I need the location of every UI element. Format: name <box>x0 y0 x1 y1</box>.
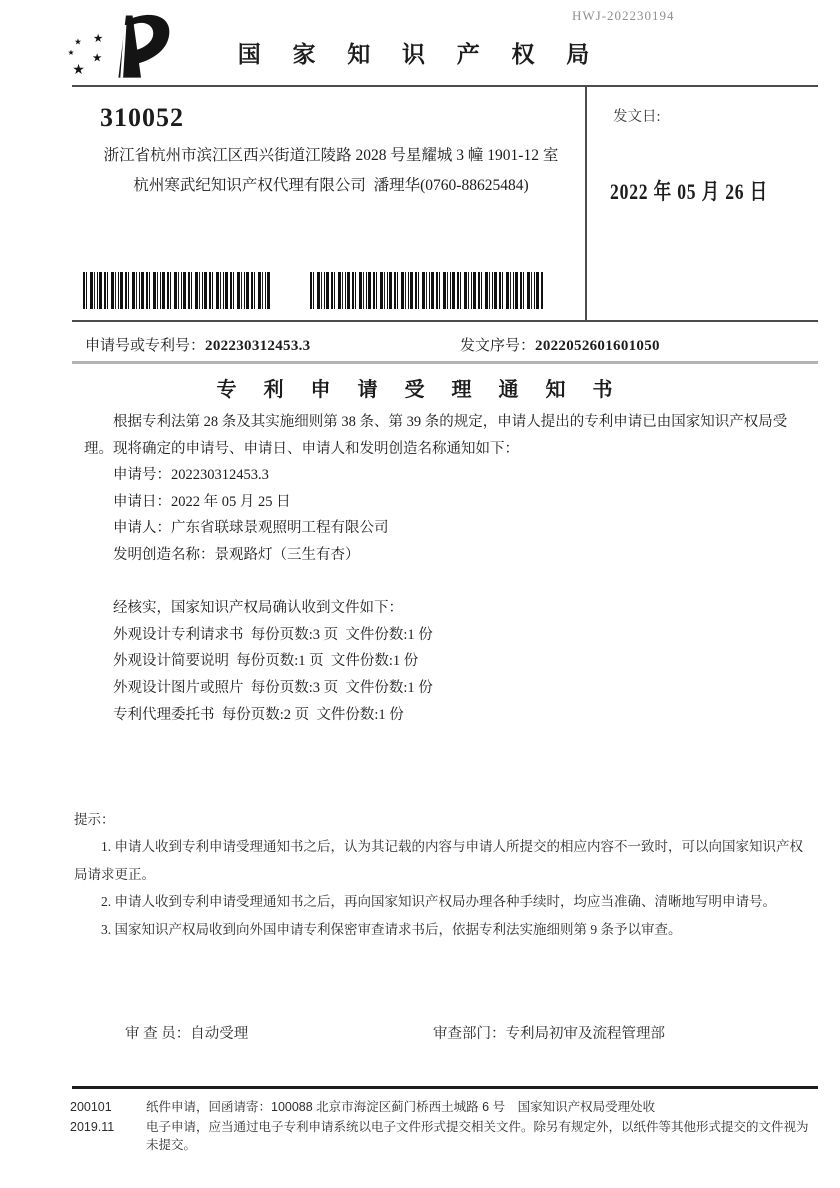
notes-label: 提示： <box>74 812 115 827</box>
serial-number-label: 发文序号： <box>460 338 536 354</box>
vertical-divider <box>585 87 587 320</box>
notice-body <box>84 409 802 728</box>
application-number-label: 申请号或专利号： <box>85 338 206 354</box>
notice-title: 专 利 申 请 受 理 通 知 书 <box>216 379 624 401</box>
notice-field-applicant: 申请人：广东省联球景观照明工程有限公司 <box>113 520 389 537</box>
blank-line <box>84 569 802 596</box>
footer-text: 纸件申请，回函请寄：100088 北京市海淀区蓟门桥西土城路 6 号 国家知识产权局受理处收 <box>146 1100 656 1114</box>
dispatch-date-value: 2022 年 05 月 26 日 <box>610 179 769 204</box>
recipient-address-line2: 杭州寒武纪知识产权代理有限公司 潘理华(0760-88625484) <box>133 177 529 194</box>
received-document: 外观设计专利请求书 每份页数:3 页 文件份数:1 份 <box>113 626 433 643</box>
notice-field-design-title: 发明创造名称：景观路灯（三生有杏） <box>113 546 360 563</box>
header-doc-code: HWJ-202230194 <box>572 8 675 23</box>
barcode-right-icon <box>310 272 543 309</box>
footer-code: 200101 <box>70 1100 112 1114</box>
notice-intro: 根据专利法第 28 条及其实施细则第 38 条、第 39 条的规定，申请人提出的专利申请已由国家知识产权局受理。现将确定的申请号、申请日、申请人和发明创造名称通知如下： <box>84 414 788 457</box>
dispatch-date-label: 发文日: <box>613 109 661 125</box>
received-document: 专利代理委托书 每份页数:2 页 文件份数:1 份 <box>113 706 404 723</box>
application-number-row <box>85 334 310 355</box>
recipient-address-line1: 浙江省杭州市滨江区西兴街道江陵路 2028 号星耀城 3 幢 1901-12 室 <box>103 147 559 164</box>
gray-divider <box>72 361 818 364</box>
recipient-postcode: 310052 <box>100 103 184 132</box>
barcode-left-icon <box>83 272 271 309</box>
notes-section <box>74 806 814 943</box>
examiner-line: 审 查 员：自动受理 <box>125 1026 249 1042</box>
svg-text:★: ★ <box>74 36 82 47</box>
received-document: 外观设计图片或照片 每份页数:3 页 文件份数:1 份 <box>113 679 433 696</box>
confirm-line: 经核实，国家知识产权局确认收到文件如下： <box>113 600 403 617</box>
footer <box>70 1098 820 1155</box>
department-line: 审查部门：专利局初审及流程管理部 <box>433 1026 665 1042</box>
notice-field-application-no: 申请号：202230312453.3 <box>113 467 269 484</box>
footer-text: 电子申请，应当通过电子专利申请系统以电子文件形式提交相关文件。除另有规定外，以纸件等其他形式提交的文件视为未提交。 <box>146 1119 809 1152</box>
notice-field-filing-date: 申请日：2022 年 05 月 25 日 <box>113 493 291 510</box>
serial-number-row <box>460 334 660 355</box>
svg-text:★: ★ <box>93 32 104 45</box>
footer-divider <box>72 1086 818 1089</box>
footer-code: 2019.11 <box>70 1119 115 1134</box>
svg-text:★: ★ <box>92 52 103 65</box>
note-item: 3. 国家知识产权局收到向外国申请专利保密审查请求书后，依据专利法实施细则第 9 条予以审查。 <box>101 921 682 937</box>
note-item: 1. 申请人收到专利申请受理通知书之后，认为其记载的内容与申请人所提交的相应内容不一致时，可以向国家知识产权局请求更正。 <box>74 839 803 882</box>
serial-number-value: 2022052601601050 <box>535 338 660 354</box>
agency-title: 国 家 知 识 产 权 局 <box>237 42 603 67</box>
received-document: 外观设计简要说明 每份页数:1 页 文件份数:1 份 <box>113 653 419 670</box>
svg-text:★: ★ <box>67 48 75 58</box>
note-item: 2. 申请人收到专利申请受理通知书之后，再向国家知识产权局办理各种手续时，均应当准确、清晰地写明申请号。 <box>101 894 776 910</box>
svg-text:★: ★ <box>72 61 85 78</box>
application-number-value: 202230312453.3 <box>205 338 311 354</box>
